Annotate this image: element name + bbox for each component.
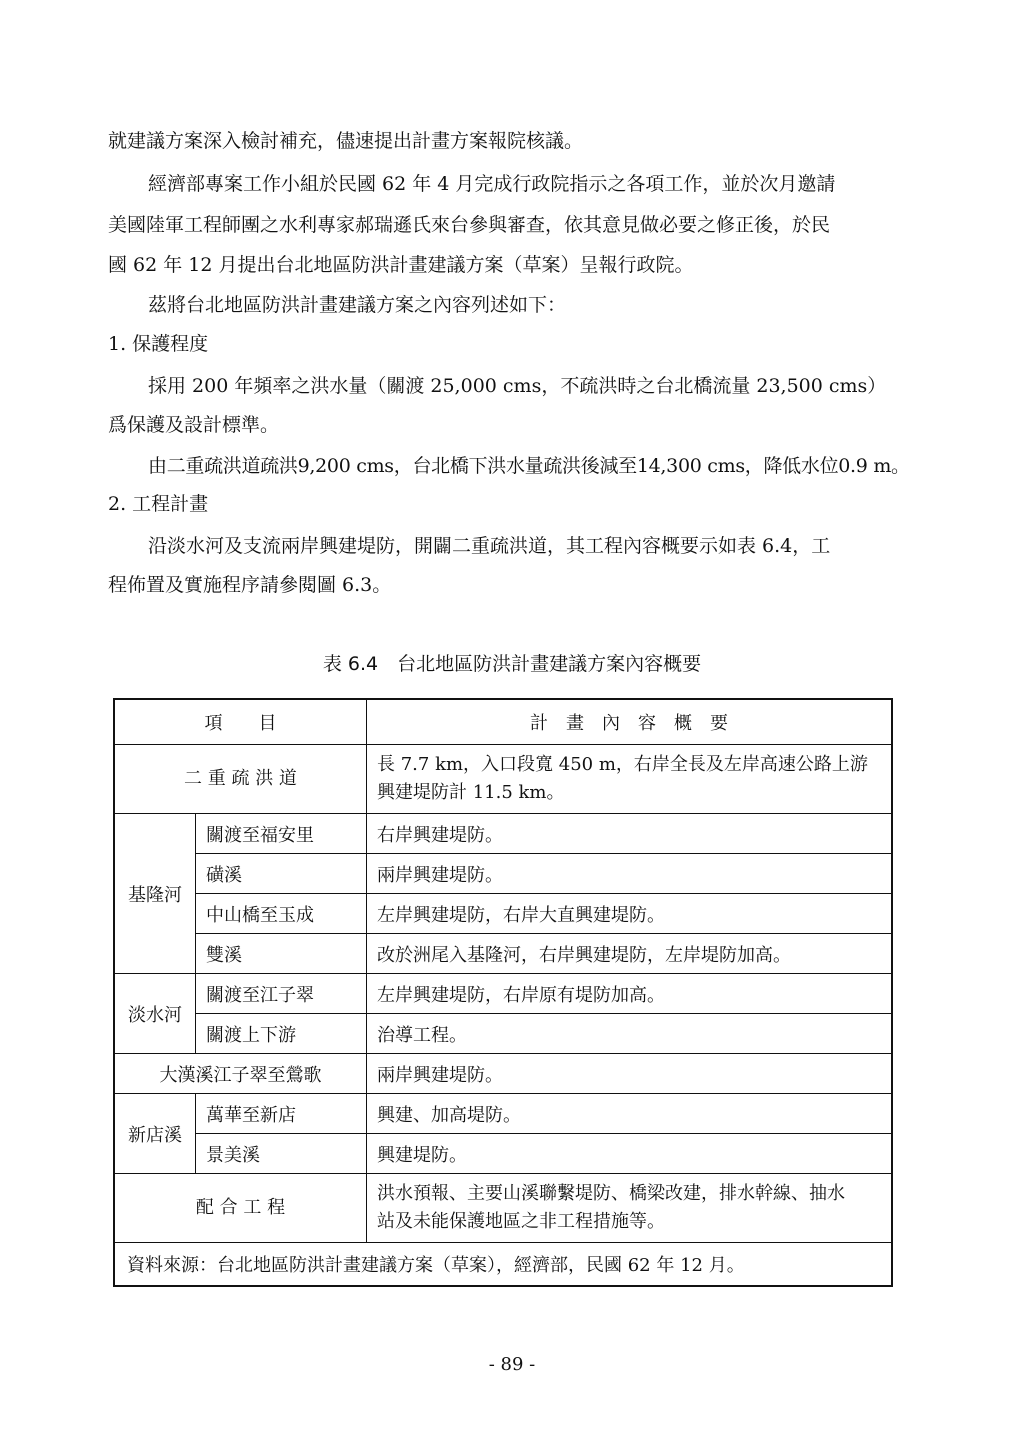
row-content: 左岸興建堤防，右岸原有堤防加高。 bbox=[367, 974, 893, 1014]
group-label-xindian: 新店溪 bbox=[114, 1094, 196, 1174]
table-row bbox=[114, 894, 892, 934]
row-content-erchong bbox=[367, 745, 893, 814]
sub-item: 關渡上下游 bbox=[196, 1014, 367, 1054]
flood-plan-table bbox=[113, 698, 893, 1287]
table-row bbox=[114, 1014, 892, 1054]
table-row bbox=[114, 814, 892, 854]
table-row bbox=[114, 854, 892, 894]
page-number: - 89 - bbox=[488, 1354, 536, 1375]
row-content: 興建、加高堤防。 bbox=[367, 1094, 893, 1134]
paragraph-4-line-1: 採用 200 年頻率之洪水量（關渡 25,000 cms，不疏洪時之台北橋流量 23,500 cms） bbox=[148, 375, 887, 397]
paragraph-2-line-2: 美國陸軍工程師團之水利專家郝瑞遜氏來台參與審查，依其意見做必要之修正後，於民 bbox=[108, 214, 831, 236]
table-row bbox=[114, 974, 892, 1014]
sub-item: 磺溪 bbox=[196, 854, 367, 894]
sub-item: 中山橋至玉成 bbox=[196, 894, 367, 934]
header-item: 項 目 bbox=[114, 699, 367, 745]
table-row bbox=[114, 745, 892, 814]
row-content: 興建堤防。 bbox=[367, 1134, 893, 1174]
paragraph-2-line-1: 經濟部專案工作小組於民國 62 年 4 月完成行政院指示之各項工作，並於次月邀請 bbox=[148, 173, 836, 195]
group-label-keelung: 基隆河 bbox=[114, 814, 196, 974]
content-line: 洪水預報、主要山溪聯繫堤防、橋梁改建，排水幹線、抽水 bbox=[377, 1183, 845, 1204]
paragraph-6-line-1: 沿淡水河及支流兩岸興建堤防，開闢二重疏洪道，其工程內容概要示如表 6.4，工 bbox=[148, 535, 831, 557]
table-row bbox=[114, 1174, 892, 1243]
section-heading-2: 2. 工程計畫 bbox=[108, 493, 209, 515]
paragraph-5: 由二重疏洪道疏洪9,200 cms，台北橋下洪水量疏洪後減至14,300 cms，降低水位0.9 m。 bbox=[148, 455, 910, 477]
row-content: 兩岸興建堤防。 bbox=[367, 1054, 893, 1094]
sub-item: 關渡至江子翠 bbox=[196, 974, 367, 1014]
table-row bbox=[114, 934, 892, 974]
table-header-row bbox=[114, 699, 892, 745]
paragraph-2-line-3: 國 62 年 12 月提出台北地區防洪計畫建議方案（草案）呈報行政院。 bbox=[108, 254, 694, 276]
row-label-dahan: 大漢溪江子翠至鶯歌 bbox=[114, 1054, 367, 1094]
paragraph-3: 茲將台北地區防洪計畫建議方案之內容列述如下： bbox=[148, 294, 567, 316]
sub-item: 萬華至新店 bbox=[196, 1094, 367, 1134]
row-content: 兩岸興建堤防。 bbox=[367, 854, 893, 894]
row-content-peihe bbox=[367, 1174, 893, 1243]
sub-item: 關渡至福安里 bbox=[196, 814, 367, 854]
table-row bbox=[114, 1134, 892, 1174]
content-line: 長 7.7 km，入口段寬 450 m，右岸全長及左岸高速公路上游 bbox=[377, 754, 868, 775]
table-source-note: 資料來源：台北地區防洪計畫建議方案（草案），經濟部，民國 62 年 12 月。 bbox=[114, 1243, 892, 1287]
row-content: 左岸興建堤防，右岸大直興建堤防。 bbox=[367, 894, 893, 934]
content-line: 站及未能保護地區之非工程措施等。 bbox=[377, 1211, 665, 1232]
header-content: 計 畫 內 容 概 要 bbox=[367, 699, 893, 745]
paragraph-6-line-2: 程佈置及實施程序請參閱圖 6.3。 bbox=[108, 574, 392, 596]
paragraph-1: 就建議方案深入檢討補充，儘速提出計畫方案報院核議。 bbox=[108, 130, 584, 152]
sub-item: 雙溪 bbox=[196, 934, 367, 974]
table-source-row bbox=[114, 1243, 892, 1287]
table-row bbox=[114, 1094, 892, 1134]
table-row bbox=[114, 1054, 892, 1094]
table-caption: 表 6.4 台北地區防洪計畫建議方案內容概要 bbox=[322, 653, 702, 675]
content-line: 興建堤防計 11.5 km。 bbox=[377, 782, 565, 803]
section-heading-1: 1. 保護程度 bbox=[108, 333, 209, 355]
row-label-peihe: 配 合 工 程 bbox=[114, 1174, 367, 1243]
row-content: 治導工程。 bbox=[367, 1014, 893, 1054]
paragraph-4-line-2: 爲保護及設計標準。 bbox=[108, 414, 280, 436]
row-label-erchong: 二 重 疏 洪 道 bbox=[114, 745, 367, 814]
row-content: 改於洲尾入基隆河，右岸興建堤防，左岸堤防加高。 bbox=[367, 934, 893, 974]
group-label-tamsui: 淡水河 bbox=[114, 974, 196, 1054]
sub-item: 景美溪 bbox=[196, 1134, 367, 1174]
row-content: 右岸興建堤防。 bbox=[367, 814, 893, 854]
